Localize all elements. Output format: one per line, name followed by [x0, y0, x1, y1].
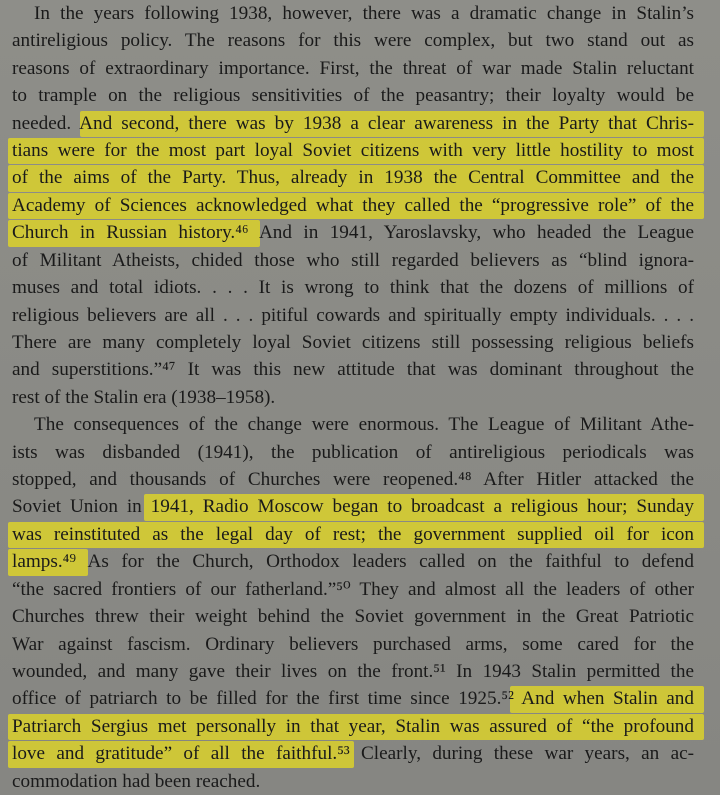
text-line: was reinstituted as the legal day of rest; the government supplied oil for icon — [12, 523, 694, 545]
text-line: of the aims of the Party. Thus, already in 1938 the Central Committee and the — [12, 167, 694, 189]
text-line: and superstitions.”⁴⁷ It was this new attitude that was dominant throughout the — [12, 359, 694, 381]
text-line: religious believers are all . . . pitiful cowards and spiritually empty individuals. . . . — [12, 304, 694, 326]
text-line: Academy of Sciences acknowledged what they called the “progressive role” of the — [12, 194, 694, 216]
text-line: needed. And second, there was by 1938 a clear awareness in the Party that Chris- — [12, 112, 694, 134]
text-line: to trample on the religious sensitivities of the peasantry; their loyalty would be — [12, 85, 694, 107]
text-line: rest of the Stalin era (1938–1958). — [12, 386, 276, 408]
text-line: Soviet Union in 1941, Radio Moscow began to broadcast a religious hour; Sunday — [12, 496, 694, 518]
text-line: Patriarch Sergius met personally in that year, Stalin was assured of “the profound — [12, 715, 694, 737]
text-line: commodation had been reached. — [12, 770, 261, 792]
text-line: tians were for the most part loyal Soviet citizens with very little hostility to most — [12, 140, 694, 162]
text-line: of Militant Atheists, chided those who still regarded believers as “blind ignora- — [12, 249, 694, 271]
text-line: There are many completely loyal Soviet citizens still possessing religious beliefs — [12, 331, 694, 353]
text-line: stopped, and thousands of Churches were reopened.⁴⁸ After Hitler attacked the — [12, 469, 694, 491]
text-line: wounded, and many gave their lives on the front.⁵¹ In 1943 Stalin permitted the — [12, 660, 694, 682]
text-line: “the sacred frontiers of our fatherland.”⁵⁰ They and almost all the leaders of other — [12, 578, 694, 600]
text-line: love and gratitude” of all the faithful.⁵³ Clearly, during these war years, an ac- — [12, 743, 694, 765]
text-line: War against fascism. Ordinary believers purchased arms, some cared for the — [12, 633, 694, 655]
text-line: office of patriarch to be filled for the first time since 1925.⁵² And when Stalin and — [12, 688, 694, 710]
text-line: ists was disbanded (1941), the publication of antireligious periodicals was — [12, 441, 694, 463]
text-line: The consequences of the change were enormous. The League of Militant Athe- — [34, 414, 694, 436]
text-line: Church in Russian history.⁴⁶ And in 1941, Yaroslavsky, who headed the League — [12, 222, 694, 244]
text-line: reasons of extraordinary importance. First, the threat of war made Stalin reluctant — [12, 57, 694, 79]
text-line: muses and total idiots. . . . It is wrong to think that the dozens of millions of — [12, 277, 694, 299]
text-line: lamps.⁴⁹ As for the Church, Orthodox leaders called on the faithful to defend — [12, 551, 694, 573]
text-line: antireligious policy. The reasons for this were complex, but two stand out as — [12, 30, 694, 52]
text-line: Churches threw their weight behind the Soviet government in the Great Patriotic — [12, 606, 694, 628]
text-line: In the years following 1938, however, there was a dramatic change in Stalin’s — [34, 3, 694, 24]
